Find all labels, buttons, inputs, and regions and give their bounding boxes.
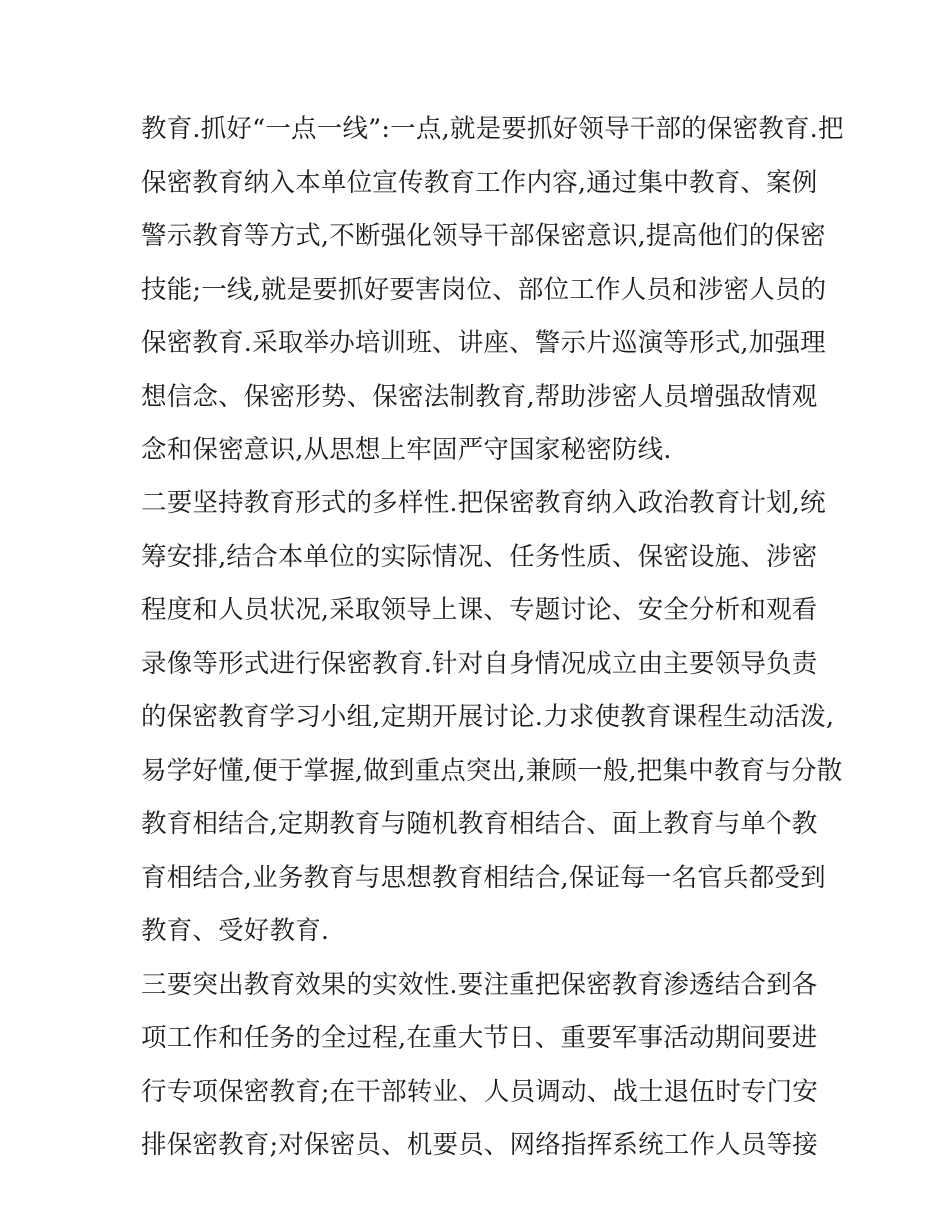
text-line: 想信念、保密形势、保密法制教育,帮助涉密人员增强敌情观 — [141, 382, 818, 412]
text-line: 保密教育纳入本单位宣传教育工作内容,通过集中教育、案例 — [141, 168, 818, 198]
text-line: 程度和人员状况,采取领导上课、专题讨论、安全分析和观看 — [141, 595, 818, 625]
text-line: 教育相结合,定期教育与随机教育相结合、面上教育与单个教 — [141, 809, 818, 839]
text-line: 筹安排,结合本单位的实际情况、任务性质、保密设施、涉密 — [141, 542, 818, 572]
text-line: 排保密教育;对保密员、机要员、网络指挥系统工作人员等接 — [141, 1130, 818, 1160]
text-line: 的保密教育学习小组,定期开展讨论.力求使教育课程生动活泼, — [141, 702, 835, 732]
text-line: 行专项保密教育;在干部转业、人员调动、战士退伍时专门安 — [141, 1077, 818, 1107]
text-line: 育相结合,业务教育与思想教育相结合,保证每一名官兵都受到 — [141, 863, 826, 893]
text-line: 保密教育.采取举办培训班、讲座、警示片巡演等形式,加强理 — [141, 328, 826, 358]
text-line: 三要突出教育效果的实效性.要注重把保密教育渗透结合到各 — [141, 970, 818, 1000]
text-line: 二要坚持教育形式的多样性.把保密教育纳入政治教育计划,统 — [141, 488, 826, 518]
text-line: 警示教育等方式,不断强化领导干部保密意识,提高他们的保密 — [141, 221, 826, 251]
text-line: 录像等形式进行保密教育.针对自身情况成立由主要领导负责 — [141, 649, 818, 679]
text-line: 易学好懂,便于掌握,做到重点突出,兼顾一般,把集中教育与分散 — [141, 756, 843, 786]
text-line: 技能;一线,就是要抓好要害岗位、部位工作人员和涉密人员的 — [141, 275, 827, 305]
text-line: 念和保密意识,从思想上牢固严守国家秘密防线. — [141, 435, 672, 465]
text-line: 教育、受好教育. — [141, 916, 330, 946]
text-line: 项工作和任务的全过程,在重大节日、重要军事活动期间要进 — [141, 1023, 818, 1053]
text-line: 教育.抓好“一点一线”:一点,就是要抓好领导干部的保密教育.把 — [141, 114, 844, 144]
